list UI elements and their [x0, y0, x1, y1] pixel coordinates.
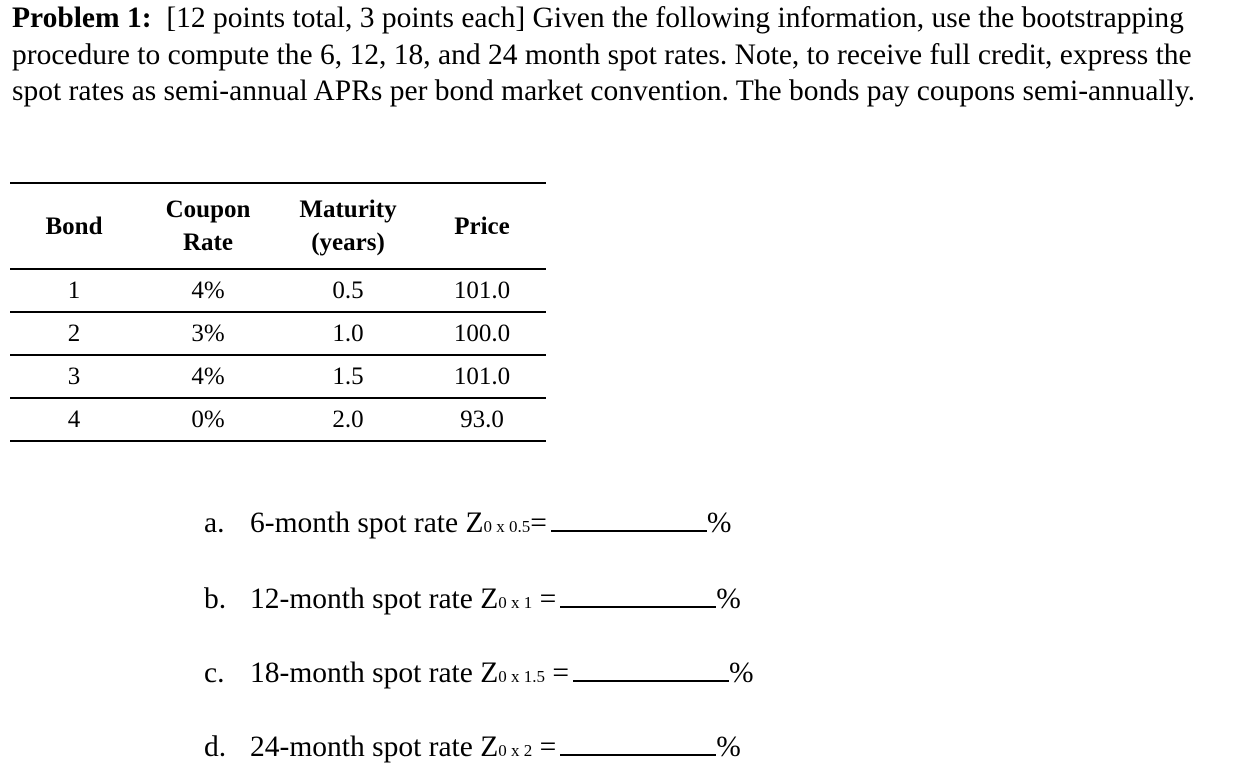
- answer-prompt: 18-month spot rate Z: [250, 657, 499, 689]
- answer-blank-d[interactable]: [560, 726, 716, 756]
- table-row: [10, 398, 546, 441]
- answer-a: [204, 502, 731, 542]
- bond-table: [10, 182, 546, 442]
- cell-price: 101.0: [418, 269, 546, 312]
- cell-coupon: 0%: [138, 398, 278, 441]
- header-coupon-rate: [138, 183, 278, 269]
- table-row: [10, 312, 546, 355]
- header-price: Price: [418, 183, 546, 269]
- header-maturity-line1: Maturity: [299, 196, 397, 223]
- answer-subscript: 0 x 1.5: [498, 667, 545, 686]
- answer-subscript: 0 x 2: [498, 741, 533, 760]
- problem-label: Problem 1:: [12, 2, 152, 34]
- answer-unit: %: [706, 507, 732, 539]
- answer-equals: =: [532, 731, 557, 763]
- cell-price: 100.0: [418, 312, 546, 355]
- answer-subscript: 0 x 0.5: [483, 517, 531, 536]
- answer-c: [204, 652, 754, 692]
- header-maturity: [278, 183, 418, 269]
- answer-unit: %: [716, 583, 741, 615]
- answer-subscript: 0 x 1: [498, 593, 533, 612]
- header-maturity-line2: (years): [311, 229, 385, 256]
- answer-letter: a.: [204, 507, 225, 539]
- cell-bond: 2: [10, 312, 138, 355]
- answer-b: [204, 578, 741, 618]
- table-row: [10, 269, 546, 312]
- cell-maturity: 2.0: [278, 398, 418, 441]
- cell-coupon: 4%: [138, 355, 278, 398]
- header-coupon-line2: Rate: [183, 229, 233, 256]
- cell-price: 93.0: [418, 398, 546, 441]
- answer-blank-c[interactable]: [573, 652, 729, 682]
- answer-blank-b[interactable]: [560, 578, 716, 608]
- answer-prompt: 6-month spot rate Z: [250, 507, 484, 539]
- problem-statement: [12, 0, 1248, 110]
- header-coupon-line1: Coupon: [165, 196, 251, 223]
- answer-unit: %: [729, 657, 754, 689]
- answer-d: [204, 726, 741, 766]
- cell-maturity: 1.5: [278, 355, 418, 398]
- answer-letter: b.: [204, 583, 227, 615]
- cell-coupon: 4%: [138, 269, 278, 312]
- cell-coupon: 3%: [138, 312, 278, 355]
- answer-blank-a[interactable]: [551, 502, 707, 532]
- answer-equals: =: [530, 507, 547, 539]
- answer-equals: =: [545, 657, 570, 689]
- cell-bond: 4: [10, 398, 138, 441]
- answer-prompt: 12-month spot rate Z: [250, 583, 499, 615]
- answer-equals: =: [532, 583, 557, 615]
- problem-text: [12 points total, 3 points each] Given the following information, use the bootstrapping procedure to compute the 6, 12, 18, and 24 month spot rates. Note, to receive full credit, express the spot rates as semi-annual APRs per bond market convention. The bonds pay coupons semi-annually.: [12, 2, 1196, 107]
- table-header-row: [10, 183, 546, 269]
- cell-price: 101.0: [418, 355, 546, 398]
- cell-maturity: 0.5: [278, 269, 418, 312]
- cell-bond: 1: [10, 269, 138, 312]
- cell-bond: 3: [10, 355, 138, 398]
- cell-maturity: 1.0: [278, 312, 418, 355]
- answer-letter: d.: [204, 731, 227, 763]
- table-row: [10, 355, 546, 398]
- answer-prompt: 24-month spot rate Z: [250, 731, 499, 763]
- answer-unit: %: [716, 731, 741, 763]
- header-bond: Bond: [10, 183, 138, 269]
- answer-letter: c.: [204, 657, 225, 689]
